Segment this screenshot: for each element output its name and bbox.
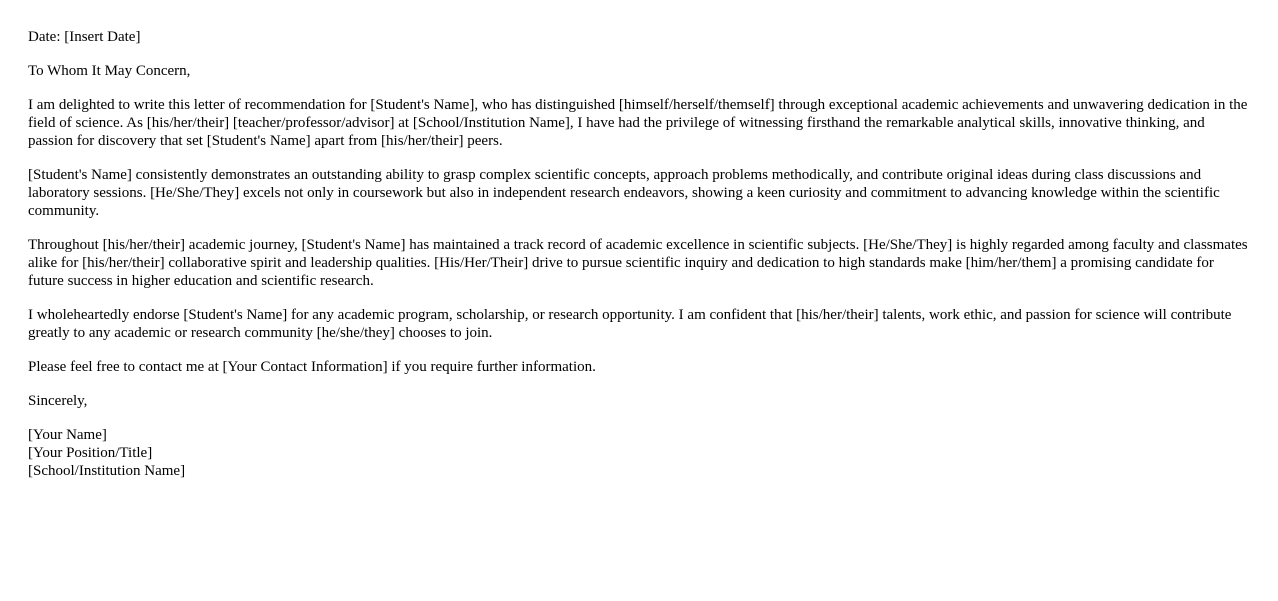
signature-institution: [School/Institution Name] [28, 463, 186, 479]
letter-paragraph-excellence: Throughout [his/her/their] academic journey, [Student's Name] has maintained a track record of academic excellence in scientific subjects. [He/She/They] is highly regarded among faculty and classmates alike for [his/her/their] collaborative spirit and leadership qualities. [His/Her/Their] drive to pursue scientific inquiry and dedication to high standards make [him/her/them] a promising candidate for future success in higher education and scientific research. [28, 237, 1248, 289]
letter-paragraph-contact: Please feel free to contact me at [Your Contact Information] if you require further information. [28, 359, 596, 375]
signature-block [28, 426, 1250, 480]
letter-paragraph-endorsement: I wholeheartedly endorse [Student's Name] for any academic program, scholarship, or research opportunity. I am confident that [his/her/their] talents, work ethic, and passion for science will contribute greatly to any academic or research community [he/she/they] chooses to join. [28, 307, 1232, 341]
letter-paragraph-intro: I am delighted to write this letter of recommendation for [Student's Name], who has distinguished [himself/herself/themself] through exceptional academic achievements and unwavering dedication in the field of science. As [his/her/their] [teacher/professor/advisor] at [School/Institution Name], I have had the privilege of witnessing firsthand the remarkable analytical skills, innovative thinking, and passion for discovery that set [Student's Name] apart from [his/her/their] peers. [28, 97, 1248, 149]
letter-date: Date: [Insert Date] [28, 29, 141, 45]
signature-name: [Your Name] [28, 427, 107, 443]
letter-closing: Sincerely, [28, 393, 88, 409]
recommendation-letter [28, 28, 1250, 496]
letter-paragraph-abilities: [Student's Name] consistently demonstrates an outstanding ability to grasp complex scientific concepts, approach problems methodically, and contribute original ideas during class discussions and laboratory sessions. [He/She/They] excels not only in coursework but also in independent research endeavors, showing a keen curiosity and commitment to advancing knowledge within the scientific community. [28, 167, 1220, 219]
signature-position: [Your Position/Title] [28, 445, 153, 461]
letter-salutation: To Whom It May Concern, [28, 63, 191, 79]
